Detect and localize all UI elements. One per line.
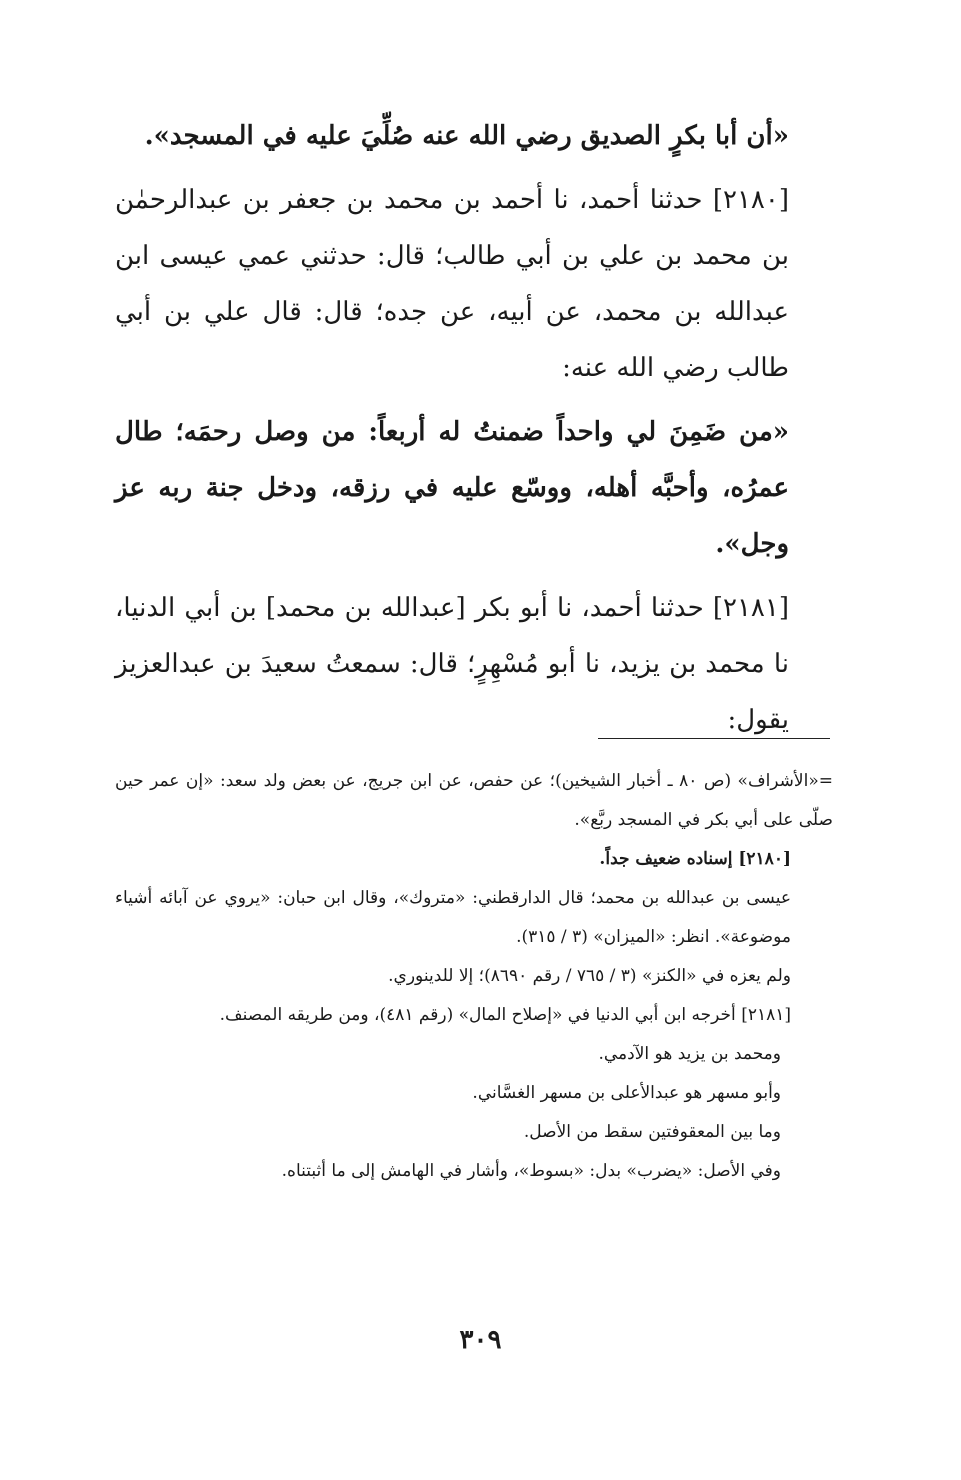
page-number: ٣٠٩	[459, 1325, 502, 1355]
footnote-2181-note-1: ومحمد بن يزيد هو الآدمي.	[598, 1044, 781, 1064]
footnote-continuation: =«الأشراف» (ص ٨٠ ـ أخبار الشيخين)؛ عن حفص، عن ابن جريج، عن بعض ولد سعد: «إن عمر حين صلّى على أبي بكر في المسجد ربَّع».	[115, 771, 833, 830]
paragraph-hadith-2180: [٢١٨٠] حدثنا أحمد، نا أحمد بن محمد بن جعفر بن عبدالرحمٰن بن محمد بن علي بن أبي طالب؛ قال: حدثني عمي عيسى ابن عبدالله بن محمد، عن أبيه، عن جده؛ قال: قال علي بن أبي طالب رضي الله عنه:	[115, 185, 789, 383]
paragraph-hadith-2181: [٢١٨١] حدثنا أحمد، نا أبو بكر [عبدالله بن محمد] بن أبي الدنيا، نا محمد بن يزيد، نا أبو مُسْهِرٍ؛ قال: سمعتُ سعيدَ بن عبدالعزيز يقول:	[115, 593, 789, 735]
paragraph-quote-1: «أن أبا بكرٍ الصديق رضي الله عنه صُلِّيَ عليه في المسجد».	[144, 121, 789, 151]
footnote-2181-note-4: وفي الأصل: «يضرب» بدل: «بسوط»، وأشار في الهامش إلى ما أثبتناه.	[281, 1161, 781, 1181]
footnote-2181-note-2: وأبو مسهر هو عبدالأعلى بن مسهر الغسَّاني.	[472, 1083, 781, 1103]
paragraph-quote-2: «من ضَمِنَ لي واحداً ضمنتُ له أربعاً: من وصل رحمَه؛ طال عمرُه، وأحبَّه أهله، ووسّع عليه في رزقه، ودخل جنة ربه عز وجل».	[115, 417, 789, 559]
footnote-2180-grade: [٢١٨٠] إسناده ضعيف جداً.	[599, 849, 791, 869]
footnote-2180-narrator: عيسى بن عبدالله بن محمد؛ قال الدارقطني: «متروك»، وقال ابن حبان: «يروي عن آبائه أشياء موضوعة». انظر: «الميزان» (٣ / ٣١٥).	[115, 888, 791, 947]
footnote-separator	[598, 738, 830, 739]
footnote-2180-source: ولم يعزه في «الكنز» (٣ / ٧٦٥ / رقم ٨٦٩٠)؛ إلا للدينوري.	[388, 966, 791, 986]
footnote-2181-source: [٢١٨١] أخرجه ابن أبي الدنيا في «إصلاح المال» (رقم ٤٨١)، ومن طريقه المصنف.	[219, 1005, 791, 1025]
main-text	[115, 108, 833, 748]
footnote-2181-note-3: وما بين المعقوفتين سقط من الأصل.	[523, 1122, 781, 1142]
footnotes	[115, 762, 833, 1191]
